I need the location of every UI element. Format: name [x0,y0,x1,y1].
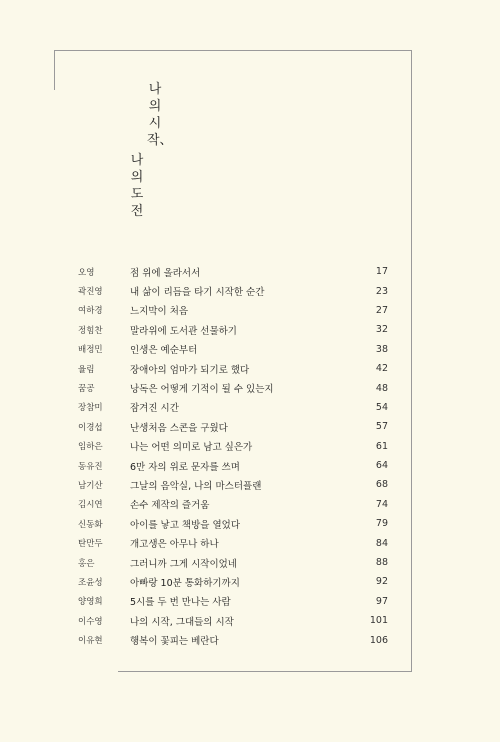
toc-title: 난생처음 스콘을 구웠다 [130,422,228,434]
toc-author: 오영 [78,267,95,278]
toc-page: 106 [369,634,388,646]
toc-author: 배정민 [78,345,103,356]
toc-author: 신동화 [78,519,103,530]
toc-title: 느지막이 처음 [130,306,189,318]
toc-title: 말라위에 도서관 선물하기 [130,325,237,337]
toc-title: 아빠랑 10분 통화하기까지 [130,577,240,589]
toc-page: 57 [375,421,388,433]
toc-title: 장애아의 엄마가 되기로 했다 [130,364,250,376]
toc-row[interactable] [78,514,388,533]
toc-row[interactable] [78,437,388,456]
toc-author: 여하경 [78,306,103,317]
toc-author: 동유진 [78,461,103,472]
toc-author: 탄만두 [78,539,103,550]
toc-author: 조윤성 [78,577,103,588]
toc-title: 6만 자의 위로 문자를 쓰며 [130,461,240,473]
toc-title: 점 위에 올라서서 [130,267,201,279]
frame-line-top [54,50,411,51]
toc-author: 꿈공 [78,384,95,395]
toc-title: 인생은 예순부터 [130,345,198,357]
toc-page: 32 [375,324,388,336]
frame-line-left [54,50,55,90]
toc-page: 101 [369,615,388,627]
toc-author: 장참미 [78,403,103,414]
toc-row[interactable] [78,533,388,552]
toc-title: 손수 제작의 즐거움 [130,500,210,512]
frame-line-bottom [118,671,412,672]
toc-page: 17 [375,266,388,278]
toc-author: 율림 [78,364,95,375]
toc-row[interactable] [78,611,388,630]
toc-row[interactable] [78,359,388,378]
toc-row[interactable] [78,281,388,300]
toc-row[interactable] [78,301,388,320]
toc-title: 개고생은 아무나 하나 [130,539,219,551]
toc-page: 88 [375,557,388,569]
toc-page: 48 [375,382,388,394]
toc-row[interactable] [78,417,388,436]
toc-title: 그러니까 그게 시작이었네 [130,558,237,570]
toc-page: 38 [375,343,388,355]
toc-row[interactable] [78,553,388,572]
toc-title: 내 삶이 리듬을 타기 시작한 순간 [130,287,265,299]
toc-row[interactable] [78,320,388,339]
toc-page: 79 [375,518,388,530]
toc-row[interactable] [78,456,388,475]
toc-author: 김시연 [78,500,103,511]
toc-row[interactable] [78,398,388,417]
book-title-line-1: 나의 시작、 [147,82,173,148]
toc-row[interactable] [78,630,388,649]
toc-page: 97 [375,595,388,607]
toc-title: 나의 시작, 그대들의 시작 [130,616,234,628]
toc-row[interactable] [78,495,388,514]
toc-author: 곽진영 [78,287,103,298]
toc-title: 행복이 꽃피는 베란다 [130,636,219,648]
toc-page: 68 [375,479,388,491]
toc-page: 74 [375,498,388,510]
toc-page: 84 [375,537,388,549]
table-of-contents [78,262,388,650]
toc-title: 잠겨진 시간 [130,403,179,415]
toc-row[interactable] [78,340,388,359]
toc-title: 아이를 낳고 책방을 열었다 [130,519,241,531]
toc-author: 정힘찬 [78,325,103,336]
toc-author: 양영희 [78,597,103,608]
toc-page: 54 [375,401,388,413]
toc-row[interactable] [78,378,388,397]
toc-page: 61 [375,440,388,452]
toc-row[interactable] [78,475,388,494]
toc-author: 이경섭 [78,422,103,433]
toc-page: 23 [375,285,388,297]
toc-page: 64 [375,460,388,472]
toc-title: 나는 어떤 의미로 남고 싶은가 [130,442,253,454]
toc-title: 그날의 음악실, 나의 마스터플랜 [130,480,262,492]
toc-title: 낭독은 어떻게 기적이 될 수 있는지 [130,384,274,396]
toc-author: 이유현 [78,636,103,647]
toc-title: 5시를 두 번 만나는 사람 [130,597,231,609]
toc-author: 홍은 [78,558,95,569]
toc-row[interactable] [78,572,388,591]
book-title-line-2: 나의 도전 [130,153,144,219]
toc-page: 92 [375,576,388,588]
toc-page: 42 [375,363,388,375]
toc-author: 남기산 [78,480,103,491]
toc-row[interactable] [78,592,388,611]
toc-row[interactable] [78,262,388,281]
frame-line-right [411,50,412,671]
toc-page: 27 [375,304,388,316]
toc-author: 임하은 [78,442,103,453]
toc-author: 이수영 [78,616,103,627]
